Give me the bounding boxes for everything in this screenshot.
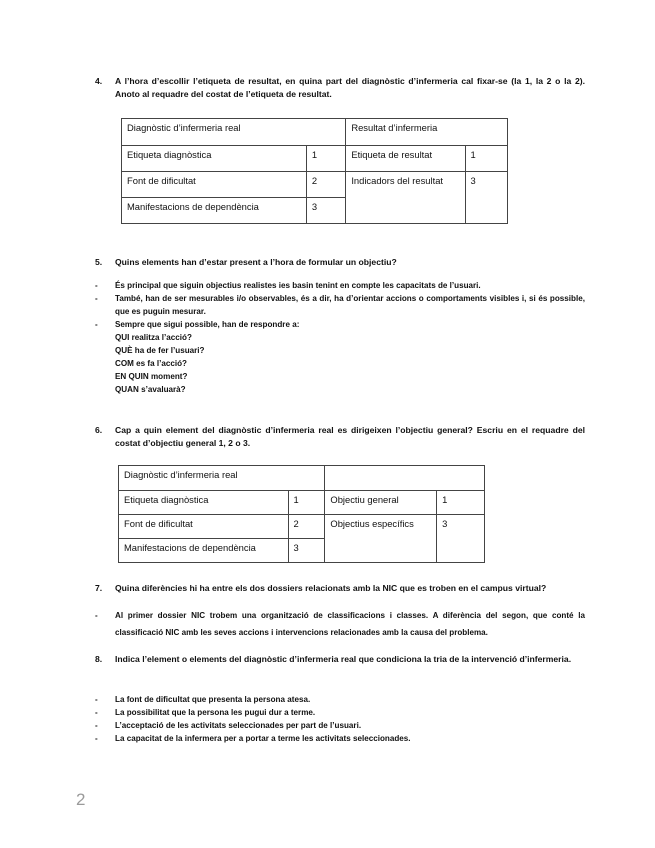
bullet-text: La capacitat de la infermera per a portar a terme les activitats seleccionades.	[115, 734, 411, 743]
table-cell-answer: 3	[437, 515, 485, 563]
page-number: 2	[76, 790, 86, 809]
table-cell-number: 1	[288, 491, 325, 515]
table-cell-label: Manifestacions de dependència	[119, 539, 289, 563]
diagnosis-result-table	[121, 118, 508, 224]
diagnosis-objective-table	[118, 465, 485, 563]
table-cell-number: 1	[306, 146, 345, 172]
question-text: Quins elements han d’estar present a l’hora de formular un objectiu?	[115, 257, 397, 267]
table-header-diagnosis: Diagnòstic d’infermeria real	[119, 466, 325, 491]
bullet-dash: -	[95, 695, 98, 704]
table-cell-number: 2	[306, 172, 345, 198]
bullet-text: La font de dificultat que presenta la persona atesa.	[115, 695, 311, 704]
table-header-empty	[325, 466, 485, 491]
question-text: Quina diferències hi ha entre els dos dossiers relacionats amb la NIC que es troben en el campus virtual?	[115, 583, 547, 593]
answer-bullet	[95, 694, 585, 707]
table-cell-label: Font de dificultat	[122, 172, 307, 198]
bullet-text: La possibilitat que la persona les pugui dur a terme.	[115, 708, 316, 717]
table-cell-number: 2	[288, 515, 325, 539]
bullet-text: Sempre que sigui possible, han de respondre a:	[115, 320, 300, 329]
answer-bullet	[95, 607, 585, 641]
table-cell-number: 3	[306, 198, 345, 224]
answer-bullet	[95, 280, 585, 293]
answer-bullet	[95, 707, 585, 720]
sub-item: QUÈ ha de fer l’usuari?	[115, 346, 205, 355]
table-cell-answer: 1	[465, 146, 507, 172]
question-text: Indica l’element o elements del diagnòstic d’infermeria real que condiciona la tria de la intervenció d’infermeria.	[115, 654, 572, 664]
answer-bullet	[95, 733, 585, 746]
question-4	[95, 75, 585, 101]
question-text: A l’hora d’escollir l’etiqueta de resultat, en quina part del diagnòstic d’infermeria cal fixar-se (la 1, la 2 o la 2). Anoto al requadre del costat de l’etiqueta de resultat.	[115, 76, 585, 99]
sub-item: QUAN s’avaluarà?	[115, 385, 186, 394]
table-cell-label: Etiqueta diagnòstica	[119, 491, 289, 515]
table-cell-label: Objectius específics	[325, 515, 437, 563]
question-number: 4.	[95, 76, 103, 86]
bullet-dash: -	[95, 294, 98, 303]
answer-bullet	[95, 720, 585, 733]
bullet-text: És principal que siguin objectius realistes ies basin tenint en compte les capacitats de l’usuari.	[115, 281, 481, 290]
bullet-dash: -	[95, 721, 98, 730]
table-header-diagnosis: Diagnòstic d’infermeria real	[122, 119, 346, 146]
bullet-text: Al primer dossier NIC trobem una organització de classificacions i classes. A diferència del segon, que conté la classificació NIC amb les seves accions i intervencions relacionades amb la causa del problema.	[115, 611, 585, 637]
bullet-text: També, han de ser mesurables i/o observables, és a dir, ha d’orientar accions o comportaments visibles i, si és possible, que es puguin mesurar.	[115, 294, 585, 316]
question-number: 5.	[95, 257, 103, 267]
table-cell-answer: 1	[437, 491, 485, 515]
table-header-result: Resultat d’infermeria	[346, 119, 508, 146]
sub-item: COM es fa l’acció?	[115, 359, 187, 368]
question-number: 6.	[95, 425, 103, 435]
bullet-dash: -	[95, 320, 98, 329]
question-number: 7.	[95, 583, 103, 593]
table-cell-label: Indicadors del resultat	[346, 172, 465, 224]
sub-item: EN QUIN moment?	[115, 372, 188, 381]
table-cell-label: Font de dificultat	[119, 515, 289, 539]
question-8	[95, 653, 585, 666]
sub-item: QUI realitza l’acció?	[115, 333, 192, 342]
table-cell-answer: 3	[465, 172, 507, 224]
answer-bullet	[95, 319, 585, 332]
bullet-dash: -	[95, 708, 98, 717]
question-number: 8.	[95, 654, 103, 664]
answer-bullet	[95, 293, 585, 318]
table-cell-label: Objectiu general	[325, 491, 437, 515]
table-cell-label: Manifestacions de dependència	[122, 198, 307, 224]
table-cell-number: 3	[288, 539, 325, 563]
question-7	[95, 582, 585, 595]
table-cell-label: Etiqueta diagnòstica	[122, 146, 307, 172]
question-5	[95, 256, 585, 269]
bullet-text: L’acceptació de les activitats seleccionades per part de l’usuari.	[115, 721, 362, 730]
question-6	[95, 424, 585, 450]
table-cell-label: Etiqueta de resultat	[346, 146, 465, 172]
bullet-dash: -	[95, 281, 98, 290]
bullet-dash: -	[95, 734, 98, 743]
bullet-dash: -	[95, 611, 98, 620]
question-text: Cap a quin element del diagnòstic d’infermeria real es dirigeixen l’objectiu general? Escriu en el requadre del costat d’objectiu general 1, 2 o 3.	[115, 425, 585, 448]
